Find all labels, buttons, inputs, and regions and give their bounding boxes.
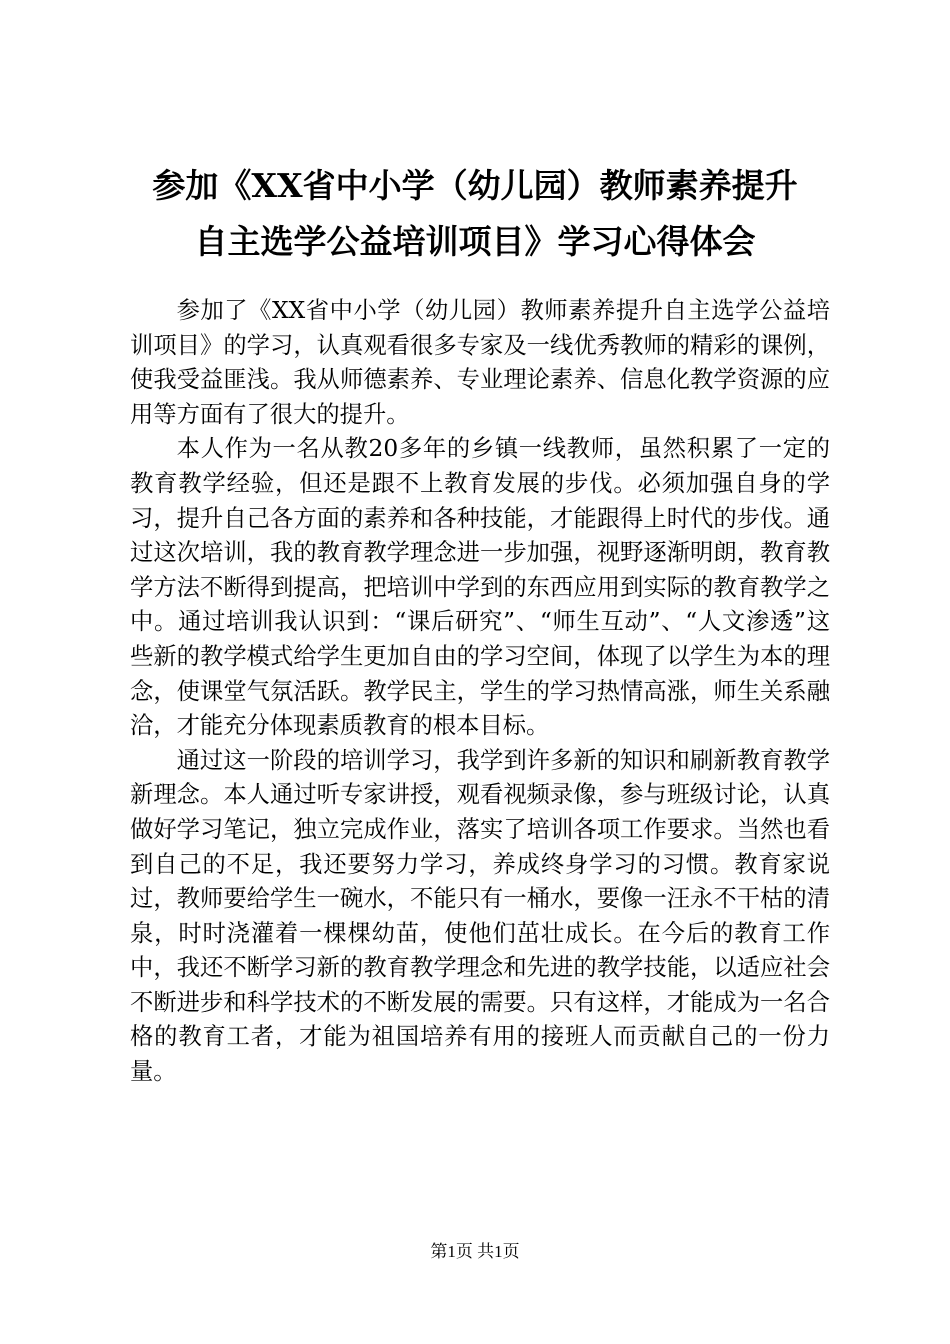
title-line-2: 自主选学公益培训项目》学习心得体会: [194, 222, 756, 261]
paragraph-2: 本人作为一名从教20多年的乡镇一线教师，虽然积累了一定的教育教学经验，但还是跟不上教育发展的步伐。必须加强自身的学习，提升自己各方面的素养和各种技能，才能跟得上时代的步伐。通过这次培训，我的教育教学理念进一步加强，视野逐渐明朗，教育教学方法不断得到提高，把培训中学到的东西应用到实际的教育教学之中。通过培训我认识到：“课后研究”、“师生互动”、“人文渗透”这些新的教学模式给学生更加自由的学习空间，体现了以学生为本的理念，使课堂气氛活跃。教学民主，学生的学习热情高涨，师生关系融洽，才能充分体现素质教育的根本目标。: [130, 435, 830, 740]
document-title: [100, 158, 850, 270]
document-body: [130, 294, 830, 1090]
paragraph-1: 参加了《XX省中小学（幼儿园）教师素养提升自主选学公益培训项目》的学习，认真观看很多专家及一线优秀教师的精彩的课例，使我受益匪浅。我从师德素养、专业理论素养、信息化教学资源的应用等方面有了很大的提升。: [130, 297, 830, 428]
title-line-1: 参加《XX省中小学（幼儿园）教师素养提升: [152, 166, 798, 205]
page-footer: 第1页 共1页: [430, 1242, 520, 1261]
paragraph-3: 通过这一阶段的培训学习，我学到许多新的知识和刷新教育教学新理念。本人通过听专家讲授，观看视频录像，参与班级讨论，认真做好学习笔记，独立完成作业，落实了培训各项工作要求。当然也看到自己的不足，我还要努力学习，养成终身学习的习惯。教育家说过，教师要给学生一碗水，不能只有一桶水，要像一汪永不干枯的清泉，时时浇灌着一棵棵幼苗，使他们茁壮成长。在今后的教育工作中，我还不断学习新的教育教学理念和先进的教学技能，以适应社会不断进步和科学技术的不断发展的需要。只有这样，才能成为一名合格的教育工者，才能为祖国培养有用的接班人而贡献自己的一份力量。: [130, 746, 830, 1086]
